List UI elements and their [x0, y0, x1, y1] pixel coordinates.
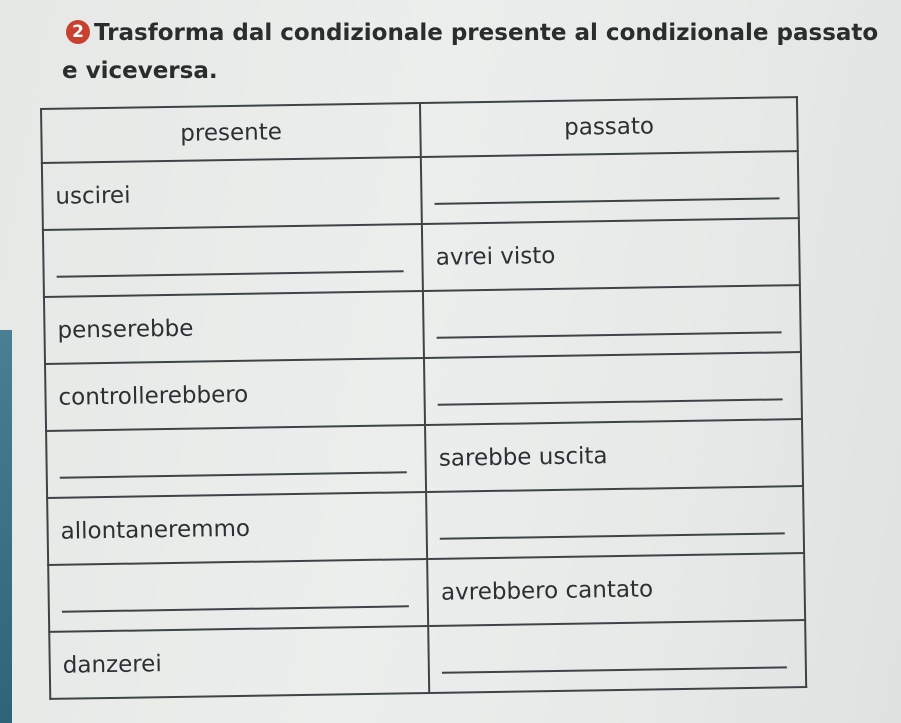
- passato-cell: [426, 486, 804, 559]
- column-header-presente: presente: [41, 103, 421, 163]
- passato-verb: avrei visto: [435, 242, 556, 271]
- presente-cell: [49, 626, 429, 699]
- instruction-text-continued: e viceversa.: [62, 58, 218, 84]
- answer-blank-line[interactable]: [442, 666, 787, 673]
- answer-blank-line[interactable]: [60, 471, 407, 478]
- presente-cell: [42, 157, 422, 230]
- passato-verb: avrebbero cantato: [440, 575, 654, 606]
- answer-blank-line[interactable]: [440, 532, 785, 539]
- conjugation-table: [40, 96, 807, 700]
- presente-verb: penserebbe: [57, 315, 194, 344]
- exercise-header: [0, 0, 901, 95]
- table-row: [45, 352, 802, 431]
- page-edge-strip: [0, 330, 12, 723]
- table-row: [49, 620, 806, 699]
- presente-verb: controllerebbero: [58, 381, 249, 411]
- presente-verb: danzerei: [62, 650, 162, 679]
- table-row: [42, 151, 799, 230]
- presente-cell: [48, 559, 428, 632]
- table-row: [43, 218, 800, 297]
- passato-cell: [428, 553, 806, 626]
- presente-verb: uscirei: [55, 182, 131, 210]
- column-header-passato: passato: [420, 97, 797, 157]
- table-row: [48, 553, 805, 632]
- passato-cell: [424, 352, 802, 425]
- passato-cell: [423, 285, 801, 358]
- answer-blank-line[interactable]: [438, 398, 783, 405]
- instruction-text: Trasforma dal condizionale presente al condizionale passato: [94, 20, 879, 46]
- table-row: [46, 419, 803, 498]
- table-row: [47, 486, 804, 565]
- answer-blank-line[interactable]: [437, 331, 782, 338]
- presente-cell: [44, 291, 424, 364]
- presente-cell: [47, 492, 427, 565]
- answer-blank-line[interactable]: [57, 270, 404, 277]
- answer-blank-line[interactable]: [435, 197, 780, 204]
- passato-cell: [422, 218, 800, 291]
- passato-cell: [421, 151, 799, 224]
- exercise-number-badge: 2: [66, 20, 90, 44]
- passato-verb: sarebbe uscita: [438, 442, 608, 472]
- presente-cell: [46, 425, 426, 498]
- presente-cell: [43, 224, 423, 297]
- table-row: [44, 285, 801, 364]
- passato-cell: [425, 419, 803, 492]
- presente-verb: allontaneremmo: [60, 515, 251, 545]
- passato-cell: [429, 620, 807, 693]
- answer-blank-line[interactable]: [62, 605, 409, 612]
- presente-cell: [45, 358, 425, 431]
